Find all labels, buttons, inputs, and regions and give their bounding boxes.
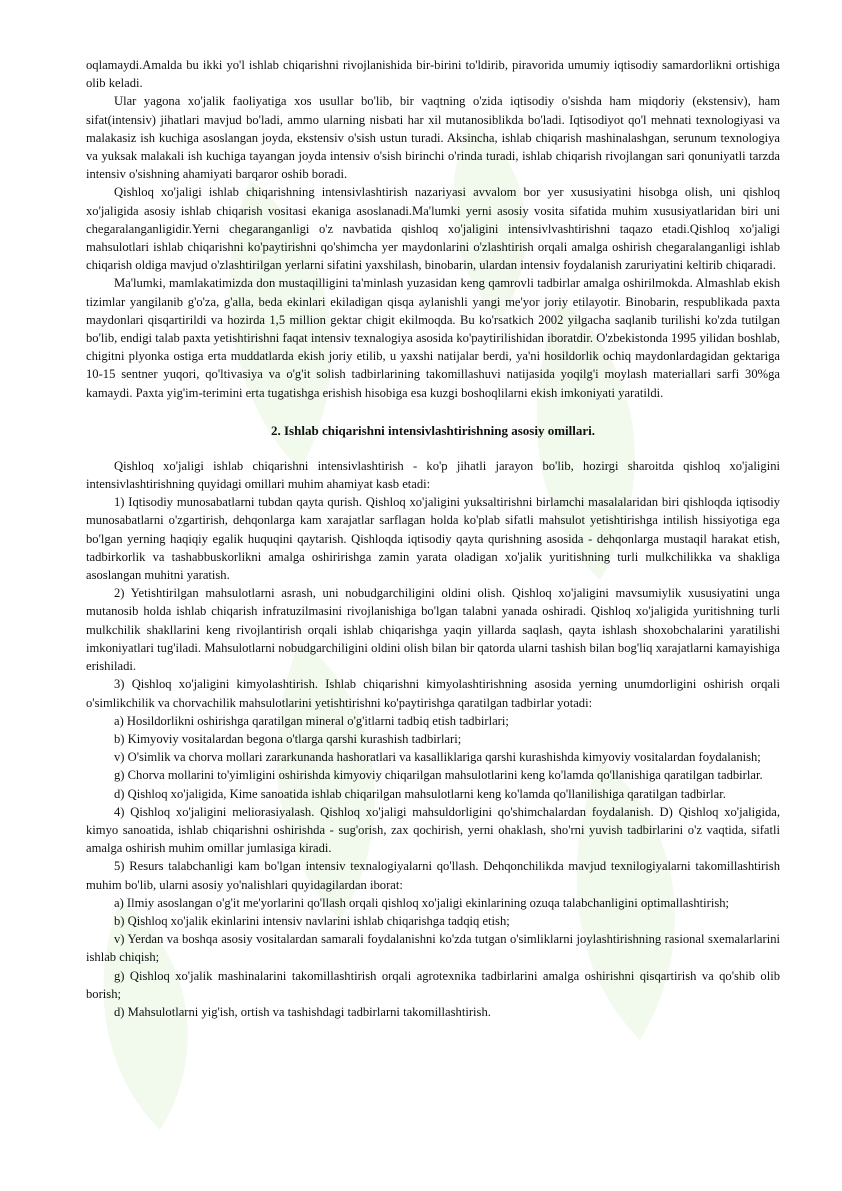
- paragraph: oqlamaydi.Amalda bu ikki yo'l ishlab chiqarishni rivojlanishida bir-birini to'ldirib, piravorida umumiy iqtisodiy samardorlikni ortishiga olib keladi.: [86, 58, 780, 91]
- sub-list-item: g) Qishloq xo'jalik mashinalarini takomillashtirish orqali agrotexnika tadbirlarini amalga oshirishni qisqartirish va qo'shib olib borish;: [86, 968, 780, 1001]
- document-page: [86, 56, 780, 1021]
- paragraph: Qishloq xo'jaligi ishlab chiqarishni intensivlashtirish - ko'p jihatli jarayon bo'lib, hozirgi sharoitda qishloq xo'jaligini intensivlashtirishning quyidagi omillari muhim ahamiyat kasb etadi:: [86, 458, 780, 492]
- section-heading: 2. Ishlab chiqarishni intensivlashtirishning asosiy omillari.: [271, 422, 595, 438]
- sub-list-item: v) Yerdan va boshqa asosiy vositalardan samarali foydalanishni ko'zda tutgan o'simliklarni joylashtirishning rasional sxemalarlarini ishlab chiqish;: [86, 932, 780, 965]
- sub-list-item: d) Qishloq xo'jaligida, Kime sanoatida ishlab chiqarilgan mahsulotlarni keng ko'lamda qo'llanilishiga qaratilgan tadbirlar.: [114, 786, 726, 801]
- sub-list-item: v) O'simlik va chorva mollari zararkunanda hashoratlari va kasalliklariga qarshi kurashishda kimyoviy vositalardan foydalanish;: [114, 750, 761, 765]
- sub-list-item: b) Qishloq xo'jalik ekinlarini intensiv navlarini ishlab chiqarishga tadqiq etish;: [114, 913, 510, 928]
- sub-list-item: a) Ilmiy asoslangan o'g'it me'yorlarini qo'llash orqali qishloq xo'jaligi ekinlarining ozuqa talabchanligini optimallashtirish;: [114, 895, 730, 910]
- list-item: 4) Qishloq xo'jaligini meliorasiyalash. Qishloq xo'jaligi mahsuldorligini qo'shimchalardan foydalanish. D) Qishloq xo'jaligida, kimyo sanoatida, ishlab chiqarishni oshirishda - sug'orish, zax qochirish, yerni ohaklash, sho'rni yuvish tadbirlarini o'z vaqtida, sifatli amalga oshirish muhim omillar jumlasiga kiradi.: [86, 804, 780, 856]
- list-item: 1) Iqtisodiy munosabatlarni tubdan qayta qurish. Qishloq xo'jaligini yuksaltirishni birlamchi masalalaridan biri qishloqda iqtisodiy munosabatlarni o'zgartirish, dehqonlarga kam xarajatlar sarflagan holda ko'plab sifatli mahsulot yetishtirishga intilish hissiyotiga ega bo'lgan yerning haqiqiy egalik huquqini qaytarish. Qishloqda iqtisodiy qayta qurishning asosida - dehqonlarga mustaqil harakat etish, tadbirkorlik va tashabbuskorlikni amalga oshiririshga zamin yarata oladigan xo'jalik yuritishning turli mulkchilikka va shakliga asoslangan muhitni yaratish.: [86, 495, 780, 583]
- sub-list-item: a) Hosildorlikni oshirishga qaratilgan mineral o'g'itlarni tadbiq etish tadbirlari;: [114, 713, 509, 728]
- list-item: 2) Yetishtirilgan mahsulotlarni asrash, uni nobudgarchiligini oldini olish. Qishloq xo'jaligini mavsumiylik xususiyatini unga mutanosib holda ishlab chiqarish infratuzilmasini rivojlanishiga bo'lgan talabni yanada oshiradi. Qishloq xo'jaligida yuritishning turli mulkchilik shakllarini keng rivojlantirish orqali ishlab chiqarishga yaqin yillarda saqlash, qayta ishlash shoxobchalarini yaratilishi imkoniyatlari tug'iladi. Mahsulotlarni nobudgarchiligini oldini olish bilan bir qatorda ularni tashish bilan bog'liq xarajatlarni kamayishiga erishiladi.: [86, 586, 780, 674]
- sub-list-item: d) Mahsulotlarni yig'ish, ortish va tashishdagi tadbirlarni takomillashtirish.: [114, 1004, 491, 1019]
- paragraph: Qishloq xo'jaligi ishlab chiqarishning intensivlashtirish nazariyasi avvalom bor yer xususiyatini hisobga olish, uni qishloq xo'jaligida asosiy ishlab chiqarish vositasi ekaniga asoslanadi.Ma'lumki yerni asosiy vosita sifatida muhim xususiyatlaridan biri uni chegaralanganligidir.Yerni chegaranganligi o'z navbatida qishloq xo'jaligini intensivlvashtirishni taqazo etadi.Qishloq xo'jaligi mahsulotlari ishlab chiqarishni ko'paytirishni qo'shimcha yer maydonlarini o'zlashtirish orqali amalga oshirish chegaralanganligi ishlab chiqarish oldiga mavjud o'zlashtirilgan yerlarni sifatini yaxshilash, binobarin, ulardan intensiv foydalanish zaruriyatini keltirib chiqaradi.: [86, 185, 780, 273]
- paragraph: Ular yagona xo'jalik faoliyatiga xos usullar bo'lib, bir vaqtning o'zida iqtisodiy o'sishda ham miqdoriy (ekstensiv), ham sifat(intensiv) jihatlari mavjud bo'ladi, ammo ularning nisbati har xil mutanosiblikda bo'ladi. Iqtisodiyot qo'l mehnati texnologiyasi va malakasiz ish kuchiga asoslangan joyda, ekstensiv o'sish ustun turadi. Aksincha, ishlab chiqarish mashinalashgan, serunum texnologiya va yuksak malakali ish kuchiga tayangan joyda intensiv o'sish birinchi o'rinda turadi, ishlab chiqarish rivojlangan sari qonuniyatli tarzda intensiv o'sishning ahamiyati barqaror oshib boradi.: [86, 94, 780, 182]
- list-item: 5) Resurs talabchanligi kam bo'lgan intensiv texnalogiyalarni qo'llash. Dehqonchilikda mavjud texnilogiyalarni takomillashtirish muhim bo'lib, ularni asosiy yo'nalishlari quyidagilardan iborat:: [86, 859, 780, 892]
- sub-list-item: g) Chorva mollarini to'yimligini oshirishda kimyoviy chiqarilgan mahsulotlarini keng ko'lamda qo'llanishiga qaratilgan tadbirlar.: [114, 768, 763, 783]
- paragraph: Ma'lumki, mamlakatimizda don mustaqilligini ta'minlash yuzasidan keng qamrovli tadbirlar amalga oshirilmokda. Almashlab ekish tizimlar yangilanib g'o'za, g'alla, beda ekinlari ekiladigan qisqa aylanishli yangi me'yor joriy etilayotir. Binobarin, respublikada paxta maydonlari qisqartirildi va hozirda 1,5 million gektar chigit ekilmoqda. Bu ko'rsatkich 2002 yilgacha saqlanib turilishi ko'zda tutilgan bo'lib, endigi talab paxta yetishtirishni faqat intensiv texnalogiya asosida ko'paytirilishidan iboratdir. O'zbekistonda 1995 yilidan boshlab, chigitni plyonka ostiga erta muddatlarda ekish joriy etilib, u yaxshi natijalar berdi, ya'ni hosildorlik ochiq maydonlardagidan gektariga 10-15 sentner yuqori, qo'ltivasiya va o'g'it solish tadbirlarining takomillashuvi natijasida yoqilg'i moylash materiallari sarfi 30%ga kamaydi. Paxta yig'im-terimini erta tugatishga erishish hisobiga esa kuzgi boshoqlilarni ekish imkoniyati yaratildi.: [86, 276, 780, 400]
- sub-list-item: b) Kimyoviy vositalardan begona o'tlarga qarshi kurashish tadbirlari;: [114, 731, 462, 746]
- list-item: 3) Qishloq xo'jaligini kimyolashtirish. Ishlab chiqarishni kimyolashtirishning asosida yerning unumdorligini oshirish orqali o'simlikchilik va chorvachilik mahsulotlarini yetishtirishni ko'paytirishga qaratilgan tadbirlar yotadi:: [86, 677, 780, 710]
